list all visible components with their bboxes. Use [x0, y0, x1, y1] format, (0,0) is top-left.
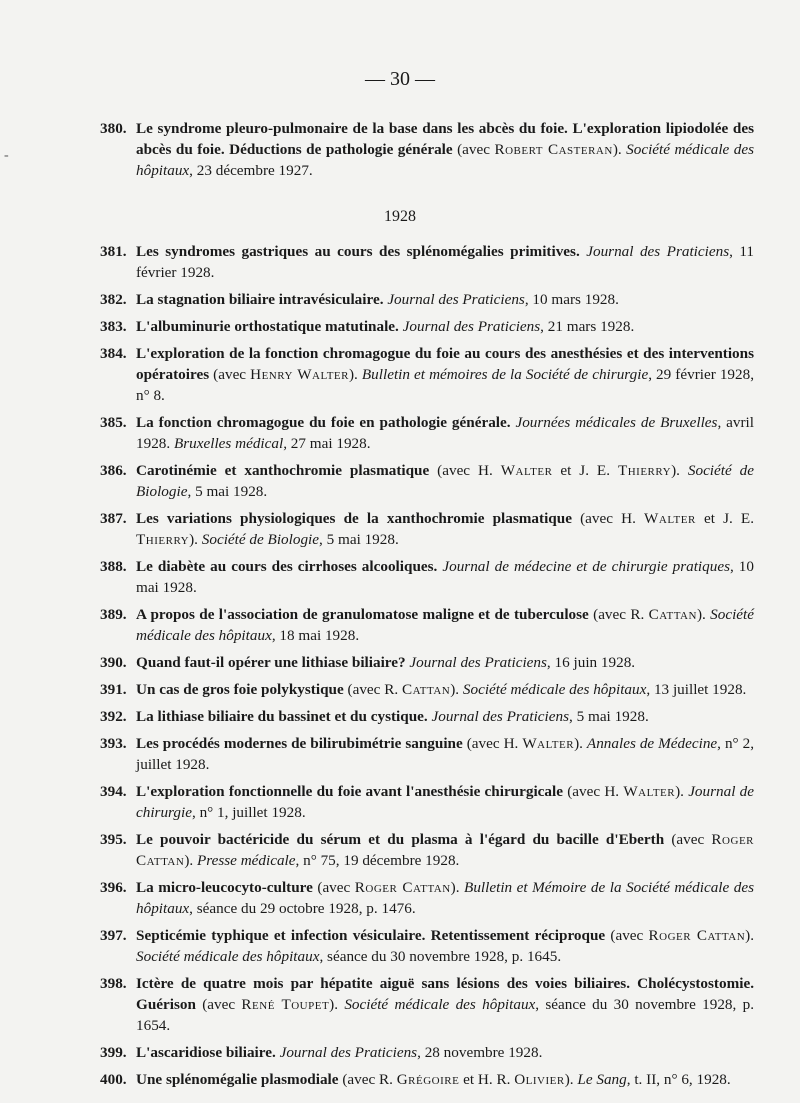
- entry-text: ).: [348, 366, 362, 383]
- entry-coauthor: Cattan: [648, 606, 697, 623]
- entry-text: ).: [450, 879, 465, 896]
- entry-text: (avec R.: [338, 1071, 397, 1088]
- entry-text: (avec H.: [571, 510, 645, 527]
- entry-number: 384.: [100, 345, 127, 362]
- entry-coauthor: Walter: [623, 783, 676, 800]
- entry-text: , 5 mai 1928.: [187, 483, 268, 500]
- entry-coauthor: Walter: [522, 735, 575, 752]
- entry-number: 383.: [100, 318, 127, 335]
- entry-text: , t. II, n° 6, 1928.: [626, 1071, 731, 1088]
- entry-source: Journal de médecine et de chirurgie pratiques: [442, 558, 730, 575]
- entry-coauthor: Walter: [500, 462, 553, 479]
- entry-text: (avec R.: [588, 606, 649, 623]
- entry-text: , 21 mars 1928.: [540, 318, 635, 335]
- entry-text: ).: [612, 141, 627, 158]
- bibliography-entry: [100, 412, 754, 454]
- entry-source: Société médicale des hôpitaux: [136, 606, 754, 644]
- entry-number: 382.: [100, 291, 127, 308]
- bibliography-entry: [100, 652, 754, 673]
- bibliography-entry: [100, 604, 754, 646]
- entry-title: Quand faut-il opérer une lithiase biliaire?: [136, 654, 406, 671]
- entry-title: L'albuminurie orthostatique matutinale.: [136, 318, 399, 335]
- entry-title: Une splénomégalie plasmodiale: [136, 1071, 339, 1088]
- entry-number: 398.: [100, 975, 127, 992]
- bibliography-entry: [100, 316, 754, 337]
- entry-text: , 13 juillet 1928.: [646, 681, 747, 698]
- entry-number: 391.: [100, 681, 127, 698]
- entry-source: Le Sang: [577, 1071, 627, 1088]
- entry-text: , n° 2, juillet 1928.: [136, 735, 754, 773]
- entry-text: , séance du 30 novembre 1928, p. 1645.: [319, 948, 562, 965]
- entry-source: Journal de chirurgie: [136, 783, 754, 821]
- entry-source: Société médicale des hôpitaux: [136, 948, 320, 965]
- bibliography-entry: [100, 460, 754, 502]
- entry-number: 395.: [100, 831, 127, 848]
- entry-text: , 5 mai 1928.: [569, 708, 649, 725]
- entry-title: L'exploration de la fonction chromagogue du foie au cours des anesthésies et des interventions opératoires: [136, 345, 754, 383]
- entry-coauthor: Roger Cattan: [354, 879, 451, 896]
- entry-text: , 16 juin 1928.: [546, 654, 636, 671]
- entry-text: ).: [450, 681, 463, 698]
- entry-coauthor: Grégoire: [396, 1071, 460, 1088]
- entry-number: 386.: [100, 462, 127, 479]
- entry-title: L'exploration fonctionnelle du foie avant l'anesthésie chirurgicale: [136, 783, 563, 800]
- entry-title: Les syndromes gastriques au cours des splénomégalies primitives.: [136, 243, 580, 260]
- entry-text: ).: [189, 531, 202, 548]
- entry-source: Bruxelles médical: [173, 435, 284, 452]
- entry-text: , 10 mai 1928.: [136, 558, 754, 596]
- entry-title: La fonction chromagogue du foie en pathologie générale.: [136, 414, 511, 431]
- entry-source: Journal des Praticiens: [402, 318, 541, 335]
- entry-title: Le syndrome pleuro-pulmonaire de la base dans les abcès du foie. L'exploration lipiodolée des abcès du foie. Déductions de pathologie générale: [136, 120, 754, 158]
- bibliography-entry: [100, 289, 754, 310]
- entry-source: Journal des Praticiens: [431, 708, 570, 725]
- entry-text: ).: [745, 927, 755, 944]
- entry-text: (avec: [312, 879, 355, 896]
- entry-coauthor: Walter: [644, 510, 696, 527]
- entry-text: et J. E.: [695, 510, 754, 527]
- entry-number: 400.: [100, 1071, 127, 1088]
- entry-text: (avec H.: [429, 462, 501, 479]
- entry-source: Journal des Praticiens: [586, 243, 730, 260]
- entry-text: (avec H.: [562, 783, 624, 800]
- entry-number: 397.: [100, 927, 127, 944]
- entry-text: (avec: [452, 141, 495, 158]
- entry-source: Journal des Praticiens: [409, 654, 547, 671]
- entry-text: , avril 1928.: [136, 414, 754, 452]
- bibliography-list: [0, 118, 800, 1096]
- bibliography-entry: [100, 508, 754, 550]
- entry-title: La lithiase biliaire du bassinet et du cystique.: [136, 708, 428, 725]
- entry-coauthor: René Toupet: [241, 996, 330, 1013]
- entry-text: , 28 novembre 1928.: [417, 1044, 543, 1061]
- entry-title: Ictère de quatre mois par hépatite aiguë sans lésions des voies biliaires. Cholécystostomie. Guérison: [136, 975, 754, 1013]
- bibliography-entry: [100, 706, 754, 727]
- entry-text: , 5 mai 1928.: [319, 531, 399, 548]
- entry-text: , n° 1, juillet 1928.: [191, 804, 306, 821]
- entry-title: La stagnation biliaire intravésiculaire.: [136, 291, 384, 308]
- entry-number: 396.: [100, 879, 127, 896]
- page-number: — 30 —: [365, 68, 435, 90]
- entry-text: (avec R.: [343, 681, 402, 698]
- entry-source: Société de Biologie: [201, 531, 320, 548]
- bibliography-entry: [100, 1042, 754, 1063]
- entry-title: Le pouvoir bactéricide du sérum et du plasma à l'égard du bacille d'Eberth: [136, 831, 665, 848]
- entry-number: 385.: [100, 414, 127, 431]
- entry-text: , séance du 30 novembre 1928, p. 1654.: [136, 996, 755, 1034]
- entry-coauthor: Cattan: [401, 681, 451, 698]
- bibliography-entry: [100, 556, 754, 598]
- entry-source: Société médicale des hôpitaux: [136, 141, 754, 179]
- entry-number: 380.: [100, 120, 127, 137]
- entry-source: Journées médicales de Bruxelles: [515, 414, 718, 431]
- entry-source: Journal des Praticiens: [279, 1044, 418, 1061]
- entry-text: , 29 février 1928, n° 8.: [136, 366, 755, 404]
- entry-source: Société de Biologie: [136, 462, 754, 500]
- entry-title: Un cas de gros foie polykystique: [136, 681, 344, 698]
- entry-source: Bulletin et mémoires de la Société de chirurgie: [361, 366, 649, 383]
- bibliography-entry: [100, 877, 755, 919]
- entry-coauthor: Henry Walter: [250, 366, 349, 383]
- entry-source: Société médicale des hôpitaux: [462, 681, 647, 698]
- entry-title: La micro-leucocyto-culture: [136, 879, 313, 896]
- bibliography-entry: [100, 733, 754, 775]
- bibliography-entry: [100, 118, 754, 181]
- entry-number: 388.: [100, 558, 127, 575]
- bibliography-entry: [100, 343, 755, 406]
- entry-coauthor: Robert Casteran: [494, 141, 613, 158]
- entry-text: ).: [696, 606, 711, 623]
- bibliography-entry: [100, 1069, 754, 1090]
- bibliography-entry: [100, 925, 755, 967]
- entry-text: (avec: [209, 366, 251, 383]
- entry-title: A propos de l'association de granulomatose maligne et de tuberculose: [136, 606, 589, 623]
- entry-text: , 10 mars 1928.: [524, 291, 619, 308]
- entry-text: ).: [184, 852, 197, 869]
- entry-coauthor: Thierry: [617, 462, 672, 479]
- entry-number: 394.: [100, 783, 127, 800]
- entry-text: ).: [675, 783, 689, 800]
- entry-coauthor: Roger Cattan: [136, 831, 754, 869]
- entry-number: 389.: [100, 606, 127, 623]
- entry-text: , n° 75, 19 décembre 1928.: [295, 852, 460, 869]
- entry-title: Carotinémie et xanthochromie plasmatique: [136, 462, 430, 479]
- entry-number: 399.: [100, 1044, 127, 1061]
- entry-number: 390.: [100, 654, 127, 671]
- entry-text: (avec: [664, 831, 712, 848]
- entry-source: Annales de Médecine: [586, 735, 718, 752]
- entry-title: Le diabète au cours des cirrhoses alcooliques.: [136, 558, 438, 575]
- entry-text: , 18 mai 1928.: [271, 627, 360, 644]
- bibliography-entry: [100, 679, 754, 700]
- entry-text: (avec: [195, 996, 242, 1013]
- entry-text: et J. E.: [552, 462, 618, 479]
- entry-source: Journal des Praticiens: [387, 291, 525, 308]
- entry-text: , 23 décembre 1927.: [189, 162, 313, 179]
- entry-text: (avec: [605, 927, 649, 944]
- entry-number: 392.: [100, 708, 127, 725]
- entry-number: 387.: [100, 510, 127, 527]
- entry-title: Les variations physiologiques de la xanthochromie plasmatique: [136, 510, 572, 527]
- entry-title: Septicémie typhique et infection vésiculaire. Retentissement réciproque: [136, 927, 606, 944]
- entry-title: L'ascaridiose biliaire.: [136, 1044, 276, 1061]
- entry-coauthor: Olivier: [514, 1071, 565, 1088]
- entry-text: et H. R.: [459, 1071, 515, 1088]
- entry-text: ).: [574, 735, 587, 752]
- entry-number: 393.: [100, 735, 127, 752]
- entry-source: Bulletin et Mémoire de la Société médicale des hôpitaux: [136, 879, 755, 917]
- entry-text: ).: [564, 1071, 578, 1088]
- entry-text: ).: [329, 996, 345, 1013]
- entry-coauthor: Thierry: [136, 531, 190, 548]
- entry-text: (avec H.: [462, 735, 523, 752]
- entry-text: , séance du 29 octobre 1928, p. 1476.: [189, 900, 416, 917]
- margin-mark: ‐: [4, 148, 9, 163]
- entry-source: Presse médicale: [196, 852, 296, 869]
- entry-text: , 27 mai 1928.: [283, 435, 371, 452]
- entry-title: Les procédés modernes de bilirubimétrie sanguine: [136, 735, 463, 752]
- year-heading: 1928: [384, 208, 416, 225]
- entry-text: ).: [671, 462, 688, 479]
- entry-number: 381.: [100, 243, 127, 260]
- entry-text: , 11 février 1928.: [136, 243, 755, 281]
- entry-coauthor: Roger Cattan: [648, 927, 746, 944]
- entry-source: Société médicale des hôpitaux: [344, 996, 536, 1013]
- bibliography-entry: [100, 241, 755, 283]
- bibliography-entry: [100, 829, 754, 871]
- bibliography-entry: [100, 973, 755, 1036]
- bibliography-entry: [100, 781, 754, 823]
